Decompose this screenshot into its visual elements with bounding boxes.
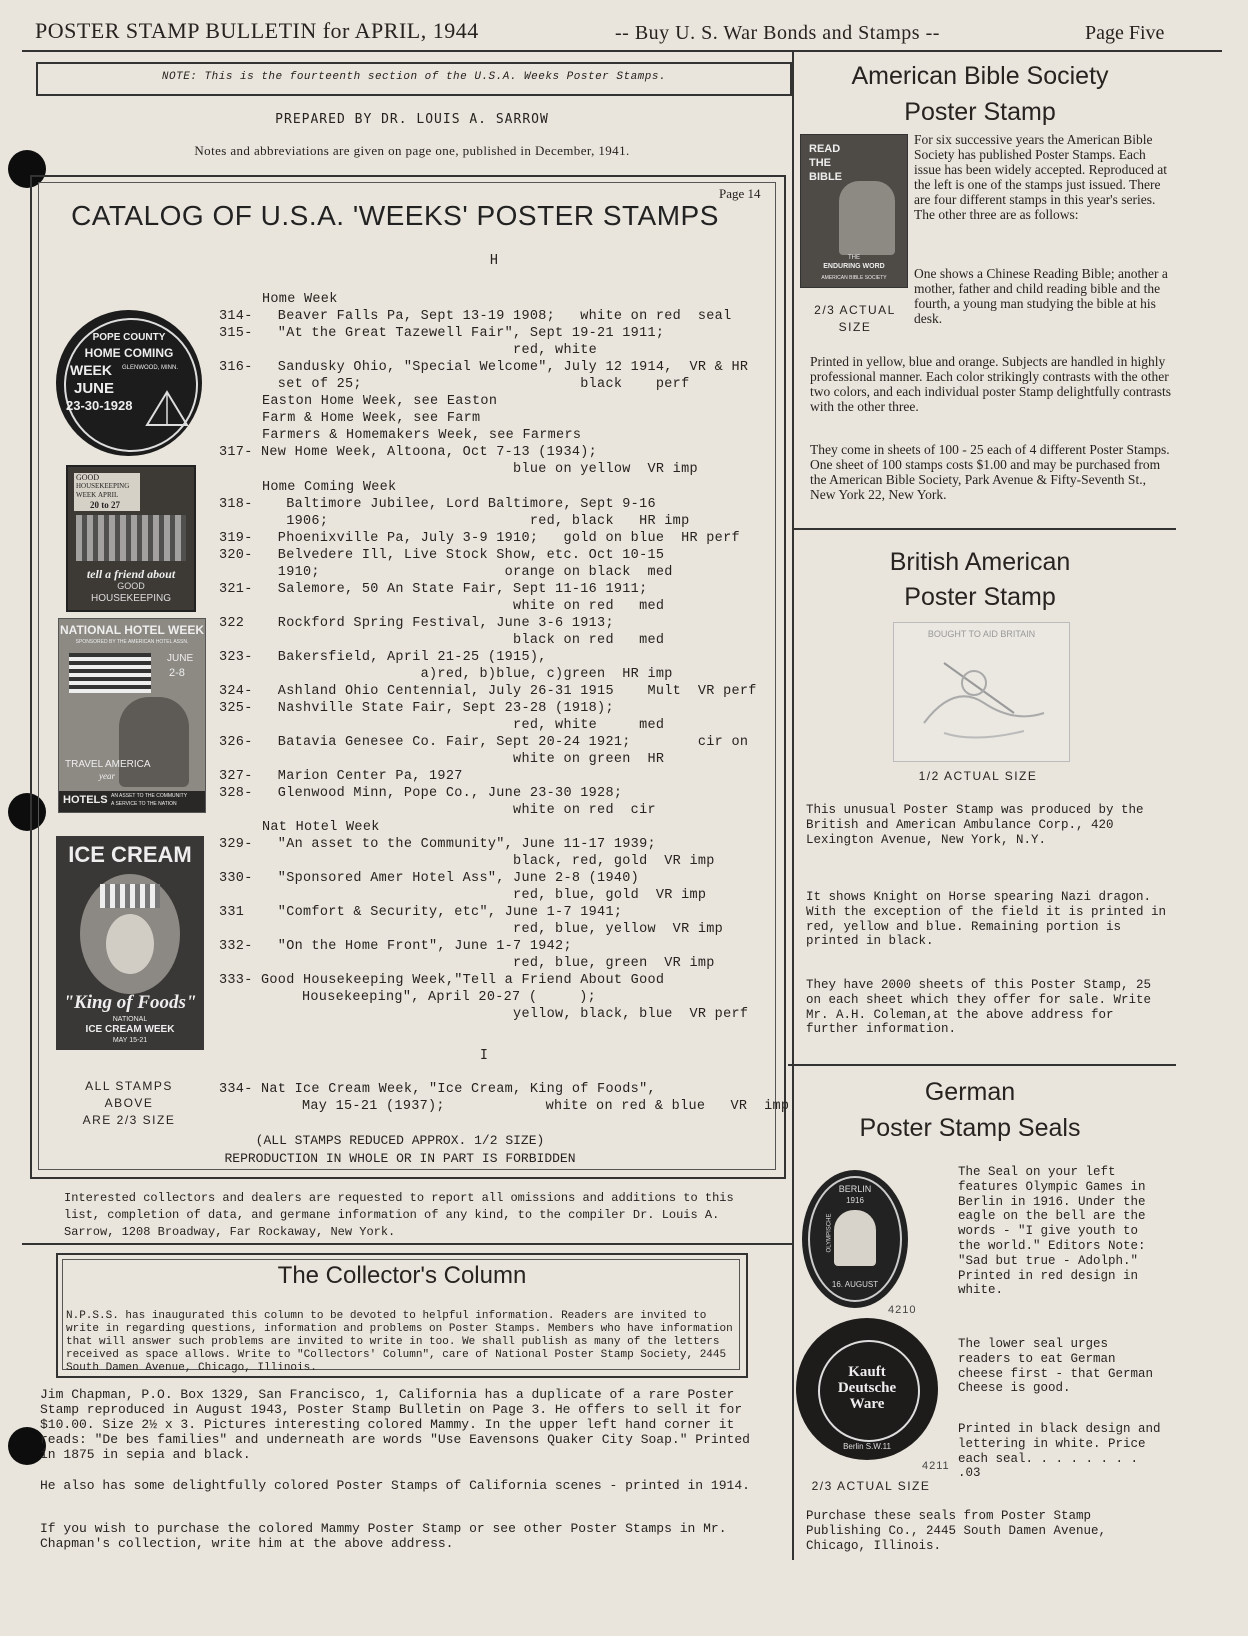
catalog-line: red, white med (219, 718, 665, 733)
stamp-text: ENDURING WORD (823, 263, 885, 270)
collectors-column-title: The Collector's Column (277, 1262, 527, 1289)
reduced-size-note: (ALL STAMPS REDUCED APPROX. 1/2 SIZE) (255, 1133, 545, 1148)
catalog-title: CATALOG OF U.S.A. 'WEEKS' POSTER STAMPS (71, 200, 719, 231)
stamp-text: Berlin S.W.11 (843, 1442, 891, 1451)
stamp-text: 2-8 (169, 667, 185, 679)
stamp-text: Ware (849, 1396, 885, 1412)
stamp-text: "King of Foods" (63, 992, 197, 1013)
german-cheese-seal-text: The lower seal urges readers to eat German cheese first - that German Cheese is good. (958, 1337, 1154, 1396)
catalog-line: 321- Salemore, 50 An State Fair, Sept 11-16 1911; (219, 582, 648, 597)
british-american-sheets: They have 2000 sheets of this Poster Stamp, 25 on each sheet which they offer for sale. Write Mr. A.H. Coleman,at the above address for further information. (806, 978, 1152, 1037)
good-housekeeping-stamp (66, 465, 196, 612)
collectors-column-intro: N.P.S.S. has inaugurated this column to be devoted to helpful information. Readers are invited to write in regarding questions, information and problems on Poster Stamps. Members who have information that will answer such problems are invited to write in too. We shall publish as many of the letters received as space allows. Write to "Collectors' Column", care of National Poster Stamp Society, 2445 South Damen Avenue, Chicago, Illinois. (66, 1310, 733, 1374)
notes-abbreviations: Notes and abbreviations are given on page one, published in December, 1941. (194, 143, 630, 158)
kauft-deutsche-ware-seal (796, 1318, 938, 1460)
catalog-line: Nat Hotel Week (262, 820, 380, 835)
soldier-reading-illustration (839, 181, 895, 255)
stamp-text: OLYMPISCHE (826, 1213, 833, 1253)
prepared-by: PREPARED BY DR. LOUIS A. SARROW (275, 112, 549, 127)
british-american-design: It shows Knight on Horse spearing Nazi dragon. With the exception of the field it is printed in red, yellow and blue. Remaining portion is printed in black. (806, 890, 1167, 949)
column-divider (792, 52, 794, 1560)
crown-icon (100, 884, 160, 908)
note-box (36, 62, 792, 96)
catalog-line: 332- "On the Home Front", June 1-7 1942; (219, 939, 572, 954)
stamp-text: Kauft (848, 1364, 886, 1380)
knight-dragon-stamp (893, 622, 1070, 762)
stamp-text: BERLIN (838, 1184, 872, 1194)
bible-stamp-caption-1: 2/3 ACTUAL (814, 303, 896, 317)
catalog-line: 318- Baltimore Jubilee, Lord Baltimore, Sept 9-16 (219, 497, 656, 512)
seal-number-4210: 4210 (888, 1304, 917, 1316)
olympic-bell-seal (802, 1170, 908, 1308)
catalog-line: 333- Good Housekeeping Week,"Tell a Friend About Good (219, 973, 665, 988)
read-the-bible-stamp (800, 134, 908, 288)
german-title: German (924, 1078, 1016, 1106)
stamp-text: THE (848, 255, 860, 261)
bulletin-title: POSTER STAMP BULLETIN for APRIL, 1944 (35, 18, 479, 43)
all-stamps-caption-1: ALL STAMPS (85, 1079, 173, 1093)
catalog-line: set of 25; black perf (219, 377, 690, 392)
reproduction-forbidden-note: REPRODUCTION IN WHOLE OR IN PART IS FORBIDDEN (224, 1151, 576, 1166)
catalog-line: 317- New Home Week, Altoona, Oct 7-13 (1934); (219, 445, 598, 460)
catalog-line: 329- "An asset to the Community", June 11-17 1939; (219, 837, 656, 852)
catalog-line: white on green HR (219, 752, 665, 767)
british-stamp-caption: 1/2 ACTUAL SIZE (918, 769, 1038, 783)
catalog-line: 1910; orange on black med (219, 565, 673, 580)
catalog-line: Home Week (262, 292, 338, 307)
catalog-line: white on red med (219, 599, 665, 614)
chapman-paragraph: Jim Chapman, P.O. Box 1329, San Francisco, 1, California has a duplicate of a rare Poster Stamp reproduced in August 1943, Poster Stamp Bulletin on Page 3. He offers to sell it for $10.00. Size 2½ x 3. Pictures interesting colored Mammy. In the upper left hand corner it reads: "De bes families" and underneath are words "Use Eavensons Quaker City Soap." Printed in 1875 in sepia and black. (40, 1387, 750, 1462)
catalog-line: Easton Home Week, see Easton (262, 394, 498, 409)
german-seals-caption: 2/3 ACTUAL SIZE (811, 1479, 931, 1493)
stamp-text: WEEK (70, 362, 112, 378)
crowd-illustration (76, 515, 186, 561)
catalog-line: 315- "At the Great Tazewell Fair", Sept 19-21 1911; (219, 326, 665, 341)
catalog-line: 1906; red, black HR imp (219, 514, 690, 529)
british-american-title: British American (889, 548, 1071, 576)
catalog-line: 323- Bakersfield, April 21-25 (1915), (219, 650, 547, 665)
stamp-text: APRIL (98, 491, 119, 499)
stamp-text: 16. AUGUST (831, 1280, 879, 1289)
section-letter-h: H (490, 253, 498, 268)
catalog-line: Farmers & Homemakers Week, see Farmers (262, 428, 582, 443)
catalog-line: 320- Belvedere Ill, Live Stock Show, etc. Oct 10-15 (219, 548, 665, 563)
stamp-text: tell a friend about (86, 567, 176, 581)
catalog-line: Housekeeping", April 20-27 ( ); (260, 990, 597, 1005)
catalog-line: a)red, b)blue, c)green HR imp (219, 667, 673, 682)
stamp-text: WEEK (76, 491, 97, 499)
bible-society-title: American Bible Society (851, 62, 1109, 90)
war-bonds-slogan: -- Buy U. S. War Bonds and Stamps -- (615, 22, 940, 44)
bible-society-other-stamps: One shows a Chinese Reading Bible; another a mother, father and child reading bible and the fourth, a young man studying the bible at his desk. (914, 266, 1168, 326)
catalog-line: Home Coming Week (262, 480, 397, 495)
catalog-line: 330- "Sponsored Amer Hotel Ass", June 2-8 (1940) (219, 871, 640, 886)
catalog-line: black, red, gold VR imp (219, 854, 715, 869)
stamp-text: GOOD (117, 581, 145, 591)
german-subtitle: Poster Stamp Seals (859, 1114, 1081, 1142)
stamp-text: GLENWOOD, MINN. (122, 365, 179, 371)
flag-map-illustration (69, 653, 151, 693)
stamp-text: HOUSEKEEPING (76, 482, 130, 490)
catalog-line: red, white (219, 343, 598, 358)
stamp-text: SPONSORED BY THE AMERICAN HOTEL ASSN. (75, 639, 189, 645)
seal-number-4211: 4211 (922, 1460, 950, 1472)
stamp-text: ICE CREAM WEEK (85, 1024, 175, 1035)
stamp-text: ICE CREAM (68, 842, 192, 867)
bible-society-intro: For six successive years the American Bible Society has published Poster Stamps. Each issue has been widely accepted. Reproduced at the left is one of the stamps just issued. There are four different stamps in this year's series. The other three are as follows: (914, 132, 1168, 222)
section-rule (794, 528, 1176, 530)
stamp-text: NATIONAL (112, 1016, 148, 1023)
catalog-line: 331 "Comfort & Security, etc", June 1-7 1941; (219, 905, 623, 920)
stamp-text: NATIONAL HOTEL WEEK (60, 623, 204, 637)
stamp-text: HOTELS (63, 794, 108, 806)
bible-society-sheets: They come in sheets of 100 - 25 each of 4 different Poster Stamps. One sheet of 100 stamps costs $1.00 and may be purchased from the American Bible Society, Park Avenue & Fifty-Seventh St., New York 22, New York. (810, 442, 1170, 502)
catalog-line: 325- Nashville State Fair, Sept 23-28 (1918); (219, 701, 614, 716)
ice-cream-stamp (56, 836, 204, 1050)
catalog-line: 334- Nat Ice Cream Week, "Ice Cream, King of Foods", (219, 1082, 656, 1097)
catalog-line: 328- Glenwood Minn, Pope Co., June 23-30 1928; (219, 786, 623, 801)
all-stamps-caption-2: ABOVE (104, 1096, 154, 1110)
catalog-line: black on red med (219, 633, 665, 648)
bellhop-illustration (119, 697, 189, 787)
stamp-text: 1916 (846, 1196, 864, 1205)
stamp-text: A SERVICE TO THE NATION (111, 801, 177, 807)
catalog-line: 327- Marion Center Pa, 1927 (219, 769, 463, 784)
bible-stamp-caption-2: SIZE (838, 320, 872, 334)
catalog-line: blue on yellow VR imp (219, 462, 698, 477)
pope-county-stamp (56, 310, 202, 456)
tent-icon (142, 380, 192, 430)
stamp-text: JUNE (167, 653, 194, 664)
header-rule (22, 50, 1222, 52)
bible-society-subtitle: Poster Stamp (904, 98, 1056, 126)
stamp-text: READ (809, 143, 841, 155)
catalog-line: 314- Beaver Falls Pa, Sept 13-19 1908; white on red seal (219, 309, 732, 324)
stamp-text: 23-30-1928 (66, 398, 133, 413)
stamp-text: POPE COUNTY (92, 332, 166, 343)
catalog-line: May 15-21 (1937); white on red & blue VR imp (260, 1099, 790, 1114)
stamp-text: TRAVEL AMERICA (65, 759, 151, 770)
catalog-line: 326- Batavia Genesee Co. Fair, Sept 20-24 1921; cir on (219, 735, 749, 750)
catalog-line: 316- Sandusky Ohio, "Special Welcome", July 12 1914, VR & HR (219, 360, 749, 375)
british-american-produced: This unusual Poster Stamp was produced by the British and American Ambulance Corp., 420 Lexington Avenue, New York, N.Y. (806, 803, 1144, 847)
stamp-text: THE (809, 157, 831, 169)
catalog-line: 324- Ashland Ohio Centennial, July 26-31 1915 Mult VR perf (219, 684, 757, 699)
stamp-text: AMERICAN BIBLE SOCIETY (821, 275, 887, 281)
catalog-page-number: Page 14 (719, 186, 761, 201)
catalog-line: red, blue, gold VR imp (219, 888, 707, 903)
stamp-text: HOUSEKEEPING (90, 593, 172, 604)
stamp-text: 20 to 27 (90, 500, 120, 510)
british-american-subtitle: Poster Stamp (904, 583, 1056, 611)
olympic-bell-icon (834, 1210, 876, 1266)
stamp-text: BIBLE (809, 171, 842, 183)
stamp-text: HOME COMING (84, 346, 174, 360)
catalog-line: 322 Rockford Spring Festival, June 3-6 1913; (219, 616, 614, 631)
section-rule (22, 1243, 792, 1245)
page-number: Page Five (1085, 22, 1165, 44)
catalog-line: yellow, black, blue VR perf (219, 1007, 749, 1022)
interested-collectors-note: Interested collectors and dealers are requested to report all omissions and additions to this list, completion of data, and germane information of any kind, to the compiler Dr. Louis A. Sarrow, 1208 Broadway, Far Rockaway, New York. (64, 1191, 734, 1239)
stamp-text: Deutsche (837, 1380, 897, 1396)
national-hotel-week-stamp (58, 618, 206, 813)
catalog-line: 319- Phoenixville Pa, July 3-9 1910; gold on blue HR perf (219, 531, 740, 546)
purchase-mammy-paragraph: If you wish to purchase the colored Mammy Poster Stamp or see other Poster Stamps in Mr. Chapman's collection, write him at the above address. (40, 1521, 727, 1551)
bible-society-colors: Printed in yellow, blue and orange. Subjects are handled in highly professional manner. Each color strikingly contrasts with the other two colors, and each individual poster Stamp delightfully contrasts with the other three. (810, 354, 1172, 414)
catalog-line: Farm & Home Week, see Farm (262, 411, 481, 426)
california-scenes-paragraph: He also has some delightfully colored Poster Stamps of California scenes - printed in 1914. (40, 1478, 750, 1493)
german-olympic-seal-text: The Seal on your left features Olympic Games in Berlin in 1916. Under the eagle on the bell are the words - "I give youth to the world." Editors Note: "Sad but true - Adolph." Printed in red design in white. (958, 1165, 1146, 1298)
section-letter-i: I (480, 1048, 488, 1063)
catalog-line: red, blue, yellow VR imp (219, 922, 724, 937)
catalog-line: white on red cir (219, 803, 656, 818)
stamp-text: year (99, 771, 115, 781)
section-rule (788, 1064, 1176, 1066)
all-stamps-caption-3: ARE 2/3 SIZE (82, 1113, 176, 1127)
catalog-line: red, blue, green VR imp (219, 956, 715, 971)
note-text: NOTE: This is the fourteenth section of the U.S.A. Weeks Poster Stamps. (161, 71, 667, 83)
stamp-text: BOUGHT TO AID BRITAIN (927, 629, 1036, 639)
german-price-text: Printed in black design and lettering in white. Price each seal. . . . . . . . .03 (958, 1422, 1161, 1481)
stamp-text: MAY 15-21 (112, 1037, 148, 1044)
stamp-text: GOOD (76, 473, 100, 482)
german-purchase-text: Purchase these seals from Poster Stamp Publishing Co., 2445 South Damen Avenue, Chicago, Illinois. (806, 1509, 1107, 1553)
knight-on-horse-icon (904, 643, 1059, 755)
stamp-text: AN ASSET TO THE COMMUNITY (111, 793, 188, 799)
stamp-text: JUNE (74, 380, 115, 397)
